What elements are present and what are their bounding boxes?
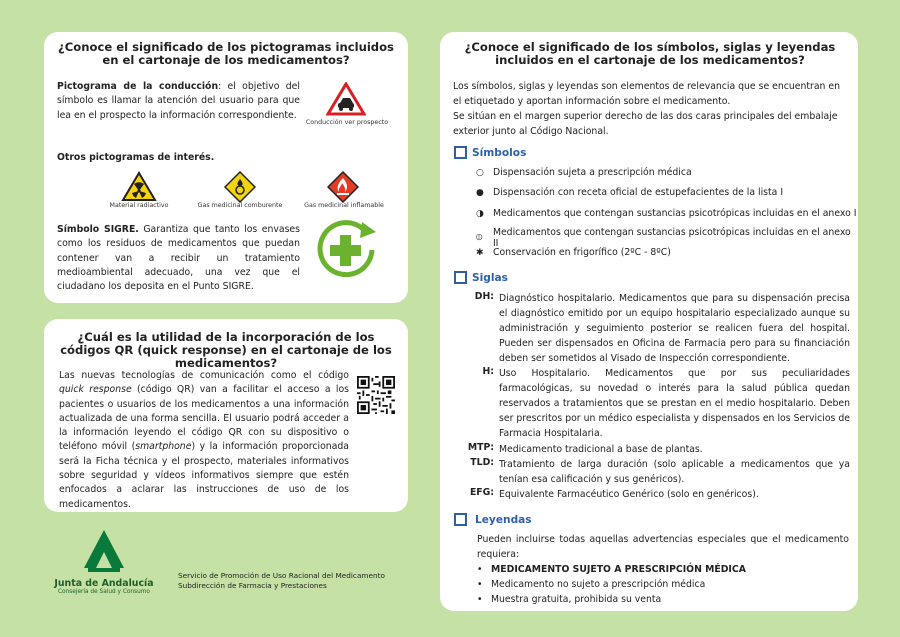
org-name: Junta de Andalucía bbox=[54, 578, 154, 589]
intro-text-2: Se sitúan en el margen superior derecho de las dos caras principales del embalaje exterior junto al Código Nacional. bbox=[453, 111, 838, 137]
qr-text-em-1: quick response bbox=[59, 384, 132, 396]
sigla-item bbox=[460, 442, 850, 457]
oxidizer-icon bbox=[224, 171, 256, 203]
simbolo-item bbox=[476, 208, 857, 219]
sigla-text: Tratamiento de larga duración (solo aplicable a medicamentos que ya tenían esa calificación y sus genéricos). bbox=[499, 459, 850, 485]
conduccion-text: : el objetivo del símbolo es llamar la atención del usuario para que lea en el prospecto la información correspondiente. bbox=[57, 81, 300, 121]
simbolo-item bbox=[476, 167, 692, 178]
sigre-text: Garantiza que tanto los envases como los residuos de medicamentos que puedan contener van a recibir un tratamiento medioambiental adecuado, una vez que el ciudadano los deposita en el Punto SIGRE. bbox=[57, 224, 301, 293]
qr-text-1: Las nuevas tecnologías de comunicación como el código bbox=[59, 370, 349, 381]
simbolo-text: Dispensación con receta oficial de estupefacientes de la lista I bbox=[493, 187, 784, 198]
simbolo-item bbox=[476, 187, 783, 198]
qr-text-2: (código QR) van a facilitar el acceso a los pacientes o usuarios de los medicamentos a una información actualizada de una forma sencilla. El usuario podrá acceder a la información leyendo el código QR con su dispositivo o teléfono móvil ( bbox=[59, 384, 349, 453]
checkbox-icon bbox=[454, 271, 467, 284]
sigre-label: Símbolo SIGRE. bbox=[57, 224, 139, 235]
checkbox-icon bbox=[454, 146, 467, 159]
driving-warning-icon bbox=[326, 82, 366, 116]
sigla-abbr: TLD: bbox=[470, 457, 494, 468]
leyenda-text: Muestra gratuita, prohibida su venta bbox=[491, 594, 662, 605]
intro-text-1: Los símbolos, siglas y leyendas son elementos de relevancia que se encuentran en el etiquetado y aportan información sobre el medicamento. bbox=[453, 81, 840, 107]
simbolo-item bbox=[476, 227, 858, 249]
qr-code-icon[interactable] bbox=[357, 376, 395, 414]
leyenda-item bbox=[477, 592, 746, 607]
sigla-item bbox=[460, 457, 850, 487]
conduccion-label: Pictograma de la conducción bbox=[57, 81, 219, 92]
otros-pictogramas-title: Otros pictogramas de interés. bbox=[57, 152, 215, 163]
sigla-abbr: DH: bbox=[474, 291, 494, 302]
simbolo-text: Conservación en frigorífico (2ºC - 8ºC) bbox=[493, 247, 671, 258]
qr-card bbox=[44, 319, 408, 512]
simbolos-card bbox=[440, 32, 858, 611]
junta-andalucia-emblem-icon bbox=[52, 528, 156, 572]
conduccion-paragraph bbox=[57, 80, 300, 123]
leyendas-section-title: Leyendas bbox=[475, 513, 532, 526]
simbolo-text: Medicamentos que contengan sustancias psicotrópicas incluidas en el anexo I bbox=[493, 208, 857, 219]
conduccion-caption: Conducción ver prospecto bbox=[305, 119, 389, 126]
flammable-icon bbox=[327, 171, 359, 203]
sigre-paragraph bbox=[57, 223, 300, 294]
open-circle-icon: ○ bbox=[476, 167, 484, 178]
leyenda-item bbox=[477, 577, 746, 592]
simbolo-item bbox=[476, 247, 671, 258]
sigla-abbr: H: bbox=[482, 366, 494, 377]
simbolos-intro bbox=[453, 79, 847, 139]
sigla-abbr: EFG: bbox=[469, 487, 494, 498]
simbolo-text: Dispensación sujeta a prescripción médica bbox=[493, 167, 692, 178]
siglas-section-title: Siglas bbox=[472, 271, 508, 284]
sigla-text: Equivalente Farmacéutico Genérico (solo en genéricos). bbox=[499, 489, 759, 500]
sigla-item bbox=[460, 487, 850, 502]
picto-caption-0: Material radiactivo bbox=[109, 202, 169, 209]
footer-line-1: Servicio de Promoción de Uso Racional del Medicamento bbox=[178, 571, 385, 580]
pictogramas-title: ¿Conoce el significado de los pictogramas incluidos en el cartonaje de los medicamentos? bbox=[58, 40, 394, 67]
leyenda-item bbox=[477, 562, 746, 577]
qr-text-em-2: smartphone bbox=[135, 441, 192, 453]
checkbox-icon bbox=[454, 513, 467, 526]
bullet-icon: • bbox=[477, 564, 483, 575]
sigla-text: Uso Hospitalario. Medicamentos que por sus peculiaridades farmacológicas, su novedad o interés para la salud pública quedan reservados a tratamientos que se prestan en el medio hospitalario. Deben ser prescritos por un médico especialista y dispensados en los Servicios de Farmacia Hospitalaria. bbox=[499, 368, 850, 439]
sigla-text: Medicamento tradicional a base de plantas. bbox=[499, 444, 703, 455]
simbolos-section-title: Símbolos bbox=[472, 146, 527, 159]
siglas-section-header bbox=[454, 271, 508, 284]
footer-line-2: Subdirección de Farmacia y Prestaciones bbox=[178, 581, 327, 590]
picto-caption-2: Gas medicinal inflamable bbox=[304, 202, 384, 209]
pictogramas-card bbox=[44, 32, 408, 303]
circle-line-icon: ⦶ bbox=[476, 233, 483, 243]
sigre-recycle-icon bbox=[312, 218, 380, 280]
bullet-icon: • bbox=[477, 594, 483, 605]
qr-text-3: ) y la información proporcionada será la Ficha técnica y el prospecto, materiales informativos sobre seguridad y vídeos informativos siempre que estén enfocados a aclarar las instrucciones de uso de los medicamentos. bbox=[59, 441, 349, 510]
leyendas-section-header bbox=[454, 513, 532, 526]
simbolos-section-header bbox=[454, 146, 526, 159]
org-sub: Consejería de Salud y Consumo bbox=[58, 589, 150, 595]
qr-paragraph bbox=[59, 369, 349, 512]
radioactive-icon bbox=[121, 171, 157, 202]
sigla-item bbox=[460, 291, 850, 366]
picto-caption-1: Gas medicinal comburente bbox=[197, 202, 283, 209]
junta-andalucia-logo bbox=[52, 528, 156, 595]
leyendas-list bbox=[477, 562, 746, 607]
sigla-text: Diagnóstico hospitalario. Medicamentos que para su dispensación precisa el diagnóstico emitido por un equipo hospitalario especializado aunque su administración y seguimiento posterior se realicen fuera del hospital. Pueden ser dispensados en Oficina de Farmacia pero para su financiación deben ser sometidos al Visado de Inspección correspondiente. bbox=[499, 293, 850, 364]
leyendas-intro: Pueden incluirse todas aquellas advertencias especiales que el medicamento requiera: bbox=[477, 534, 849, 560]
sigla-abbr: MTP: bbox=[467, 442, 494, 453]
bullet-icon: • bbox=[477, 579, 483, 590]
snowflake-icon: ✱ bbox=[476, 247, 484, 258]
simbolo-text: Medicamentos que contengan sustancias psicotrópicas incluidas en el anexo II bbox=[492, 227, 851, 249]
qr-title: ¿Cuál es la utilidad de la incorporación de los códigos QR (quick response) en el cartonaje de los medicamentos? bbox=[60, 330, 392, 370]
filled-circle-icon: ● bbox=[476, 187, 484, 198]
leyenda-text: MEDICAMENTO SUJETO A PRESCRIPCIÓN MÉDICA bbox=[491, 564, 746, 575]
half-circle-icon: ◑ bbox=[476, 208, 484, 219]
footer-credits bbox=[178, 571, 385, 591]
leyenda-text: Medicamento no sujeto a prescripción médica bbox=[491, 579, 706, 590]
sigla-item bbox=[460, 366, 850, 441]
simbolos-card-title: ¿Conoce el significado de los símbolos, siglas y leyendas incluidos en el cartonaje de los medicamentos? bbox=[464, 40, 836, 67]
